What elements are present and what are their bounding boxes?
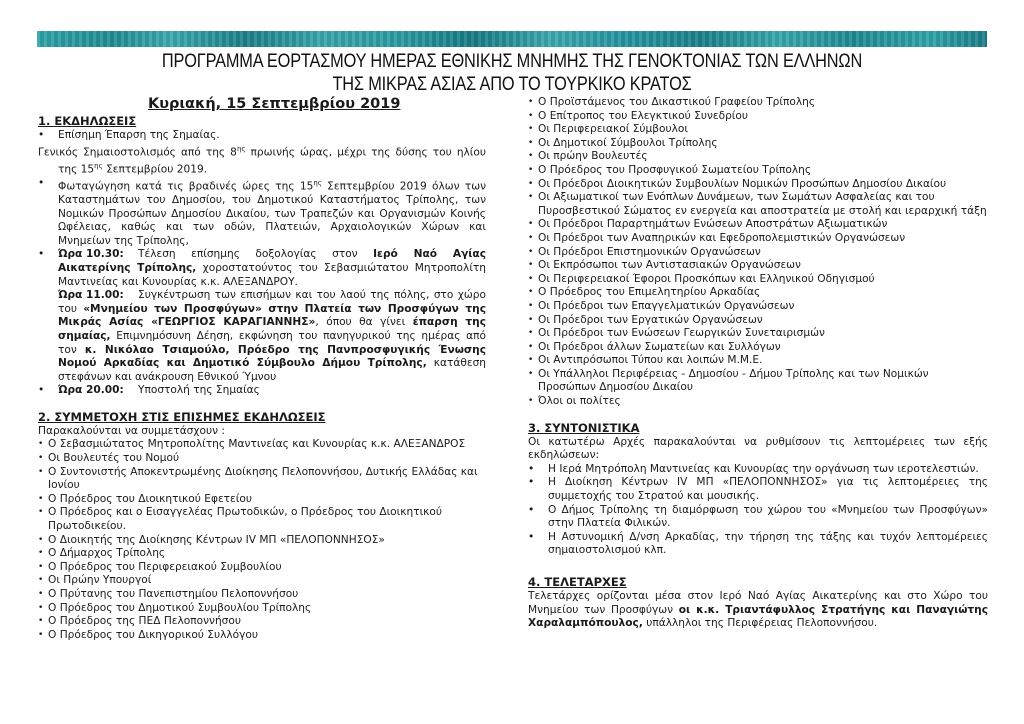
participant-item: • Ο Πρύτανης του Πανεπιστημίου Πελοποννήσου [38, 588, 486, 602]
decorative-banner [37, 31, 987, 47]
participant-item: • Οι Πρόεδροι των Επαγγελματικών Οργανώσεων [528, 300, 988, 314]
event-item-1030: • Ώρα 10.30: Τέλεση επίσημης δοξολογίας στον Ιερό Ναό Αγίας Αικατερίνης Τρίπολης, χοροστατούντος του Σεβασμιώτατου Μητροπολίτη Μαντινείας και Κυνουρίας κ.κ. ΑΛΕΞΑΝΔΡΟΥ. [38, 248, 486, 289]
participant-item: • Οι πρώην Βουλευτές [528, 150, 988, 164]
right-column [528, 96, 988, 631]
section1-heading: 1. ΕΚΔΗΛΩΣΕΙΣ [38, 114, 137, 128]
section2-intro: Παρακαλούνται να συμμετάσχουν : [38, 424, 225, 437]
participant-item: • Ο Πρόεδρος του Επιμελητηρίου Αρκαδίας [528, 286, 988, 300]
participants-list-left [38, 438, 486, 642]
participant-item: • Οι Πρόεδροι Παραρτημάτων Ενώσεων Αποστράτων Αξιωματικών [528, 218, 988, 232]
event-item-flag-raising: • Επίσημη Έπαρση της Σημαίας. [38, 129, 486, 143]
participant-item: • Ο Πρόεδρος της ΠΕΔ Πελοποννήσου [38, 615, 486, 629]
participant-item: • Ο Πρόεδρος του Δικηγορικού Συλλόγου [38, 629, 486, 643]
left-column [38, 96, 486, 642]
document-title-line2: ΤΗΣ ΜΙΚΡΑΣ ΑΣΙΑΣ ΑΠΟ ΤΟ ΤΟΥΡΚΙΚΟ ΚΡΑΤΟΣ [332, 74, 692, 95]
participant-item: • Οι Πρώην Υπουργοί [38, 574, 486, 588]
coordination-item: • Η Ιερά Μητρόπολη Μαντινείας και Κυνουρίας την οργάνωση των ιεροτελεστιών. [528, 463, 988, 477]
participant-item: • Οι Πρόεδροι των Ενώσεων Γεωργικών Συνεταιρισμών [528, 327, 988, 341]
coordination-item: • Η Αστυνομική Δ/νση Αρκαδίας, την τήρηση της τάξης και τυχόν λεπτομέρειες σημαιοστολισμού κλπ. [528, 531, 988, 558]
section4-text: Τελετάρχες ορίζονται μέσα στον Ιερό Ναό Αγίας Αικατερίνης και στο Χώρο του Μνημείου των Προσφύγων οι κ.κ. Τριαντάφυλλος Στρατήγης και Παναγιώτης Χαραλαμπόπουλος, υπάλληλοι της Περιφέρειας Πελοποννήσου. [528, 590, 988, 630]
document-title-line1: ΠΡΟΓΡΑΜΜΑ ΕΟΡΤΑΣΜΟΥ ΗΜΕΡΑΣ ΕΘΝΙΚΗΣ ΜΝΗΜΗΣ ΤΗΣ ΓΕΝΟΚΤΟΝΙΑΣ ΤΩΝ ΕΛΛΗΝΩΝ [161, 51, 863, 72]
participant-item: • Ο Πρόεδρος του Περιφερειακού Συμβουλίου [38, 561, 486, 575]
participant-item: • Οι Αξιωματικοί των Ενόπλων Δυνάμεων, των Σωμάτων Ασφαλείας και του Πυροσβεστικού Σώματος εν ενεργεία και αποστρατεία με στολή και ιεραρχική τάξη [528, 191, 988, 218]
participant-item: • Ο Διοικητής της Διοίκησης Κέντρων IV ΜΠ «ΠΕΛΟΠΟΝΝΗΣΟΣ» [38, 534, 486, 548]
participant-item: • Οι Πρόεδροι άλλων Σωματείων και Συλλόγων [528, 341, 988, 355]
participant-item: • Οι Βουλευτές του Νομού [38, 452, 486, 466]
participant-item: • Οι Πρόεδροι Διοικητικών Συμβουλίων Νομικών Προσώπων Δημοσίου Δικαίου [528, 178, 988, 192]
participant-item: • Οι Υπάλληλοι Περιφέρειας - Δημοσίου - Δήμου Τρίπολης και των Νομικών Προσώπων Δημοσίου Δικαίου [528, 368, 988, 395]
participant-item: • Όλοι οι πολίτες [528, 395, 988, 409]
coordination-item: • Η Διοίκηση Κέντρων IV ΜΠ «ΠΕΛΟΠΟΝΝΗΣΟΣ» για τις λεπτομέρειες της συμμετοχής του Στρατού και μουσικής. [528, 476, 988, 503]
event-item-illumination: • Φωταγώγηση κατά τις βραδινές ώρες της $15^{\eta\varsigma}$ Σεπτεμβρίου 2019 όλων των Καταστημάτων του Δημοσίου, του Δημοτικού Καταστήματος Τρίπολης, των Νομικών Προσώπων Δημοσίου Δικαίου, των Τραπεζών και Οργανισμών Κοινής Ωφέλειας, καθώς και των οδών, Πλατειών, Αρχαιολογικών Χώρων και Μνημείων της Τρίπολης, [38, 177, 486, 249]
participant-item: • Ο Συντονιστής Αποκεντρωμένης Διοίκησης Πελοποννήσου, Δυτικής Ελλάδας και Ιονίου [38, 466, 486, 493]
section3-heading: 3. ΣΥΝΤΟΝΙΣΤΙΚΑ [528, 420, 640, 435]
participant-item: • Οι Περιφερειακοί Σύμβουλοι [528, 123, 988, 137]
event-date: Κυριακή, 15 Σεπτεμβρίου 2019 [148, 96, 401, 112]
participant-item: • Ο Δήμαρχος Τρίπολης [38, 547, 486, 561]
event-item-flag-decoration: Γενικός Σημαιοστολισμός από της $8^{\eta\varsigma}$ πρωινής ώρας, μέχρι της δύσης του ηλίου της $15^{\eta\varsigma}$ Σεπτεμβρίου 2019. [38, 144, 487, 176]
event-item-1100: Ώρα 11.00: Συγκέντρωση των επισήμων και του λαού της πόλης, στο χώρο του «Μνημείου των Προσφύγων» στην Πλατεία των Προσφύγων της Μικράς Ασίας «ΓΕΩΡΓΙΟΣ ΚΑΡΑΓΙΑΝΝΗΣ», όπου θα γίνει έπαρση της σημαίας, Επιμνημόσυνη Δέηση, εκφώνηση του πανηγυρικού της ημέρας από τον κ. Νικόλαο Τσιαμούλο, Πρόεδρο της Πανπροσφυγικής Ένωσης Νομού Αρκαδίας και Δημοτικό Σύμβουλο Δήμου Τρίπολης, κατάθεση στεφάνων και ανάκρουση Εθνικού Ύμνου [58, 289, 487, 383]
participant-item: • Ο Σεβασμιώτατος Μητροπολίτης Μαντινείας και Κυνουρίας κ.κ. ΑΛΕΞΑΝΔΡΟΣ [38, 438, 486, 452]
participant-item: • Οι Δημοτικοί Σύμβουλοι Τρίπολης [528, 137, 988, 151]
section4-heading: 4. ΤΕΛΕΤΑΡΧΕΣ [528, 575, 627, 589]
participant-item: • Οι Αντιπρόσωποι Τύπου και λοιπών Μ.Μ.Ε. [528, 354, 988, 368]
coordination-list [528, 463, 988, 558]
participant-item: • Οι Πρόεδροι Επιστημονικών Οργανώσεων [528, 246, 988, 260]
participant-item: • Οι Περιφερειακοί Έφοροι Προσκόπων και Ελληνικού Οδηγισμού [528, 273, 988, 287]
participant-item: • Ο Προϊστάμενος του Δικαστικού Γραφείου Τρίπολης [528, 96, 988, 110]
participant-item: • Ο Πρόεδρος του Δημοτικού Συμβουλίου Τρίπολης [38, 602, 486, 616]
participant-item: • Ο Πρόεδρος του Διοικητικού Εφετείου [38, 493, 486, 507]
participants-list-right [528, 96, 988, 409]
participant-item: • Ο Πρόεδρος του Προσφυγικού Σωματείου Τρίπολης [528, 164, 988, 178]
time-label: Ώρα 11.00: [58, 289, 124, 302]
participant-item: • Οι Πρόεδροι των Αναπηρικών και Εφεδροπολεμιστικών Οργανώσεων [528, 232, 988, 246]
participant-item: • Οι Εκπρόσωποι των Αντιστασιακών Οργανώσεων [528, 259, 988, 273]
coordination-item: • Ο Δήμος Τρίπολης τη διαμόρφωση του χώρου του «Μνημείου των Προσφύγων» στην Πλατεία Φιλικών. [528, 504, 988, 531]
section2-heading: 2. ΣΥΜΜΕΤΟΧΗ ΣΤΙΣ ΕΠΙΣΗΜΕΣ ΕΚΔΗΛΩΣΕΙΣ [38, 409, 326, 424]
participant-item: • Ο Επίτροπος του Ελεγκτικού Συνεδρίου [528, 110, 988, 124]
time-label: Ώρα 20.00: [58, 384, 124, 397]
time-label: Ώρα 10.30: [58, 248, 124, 261]
participant-item: • Ο Πρόεδρος και ο Εισαγγελέας Πρωτοδικών, ο Πρόεδρος του Διοικητικού Πρωτοδικείου. [38, 506, 486, 533]
event-item-2000: • Ώρα 20.00: Υποστολή της Σημαίας [38, 384, 486, 398]
participant-item: • Οι Πρόεδροι των Εργατικών Οργανώσεων [528, 314, 988, 328]
section3-intro: Οι κατωτέρω Αρχές παρακαλούνται να ρυθμίσουν τις λεπτομέρειες των εξής εκδηλώσεων: [528, 435, 988, 462]
